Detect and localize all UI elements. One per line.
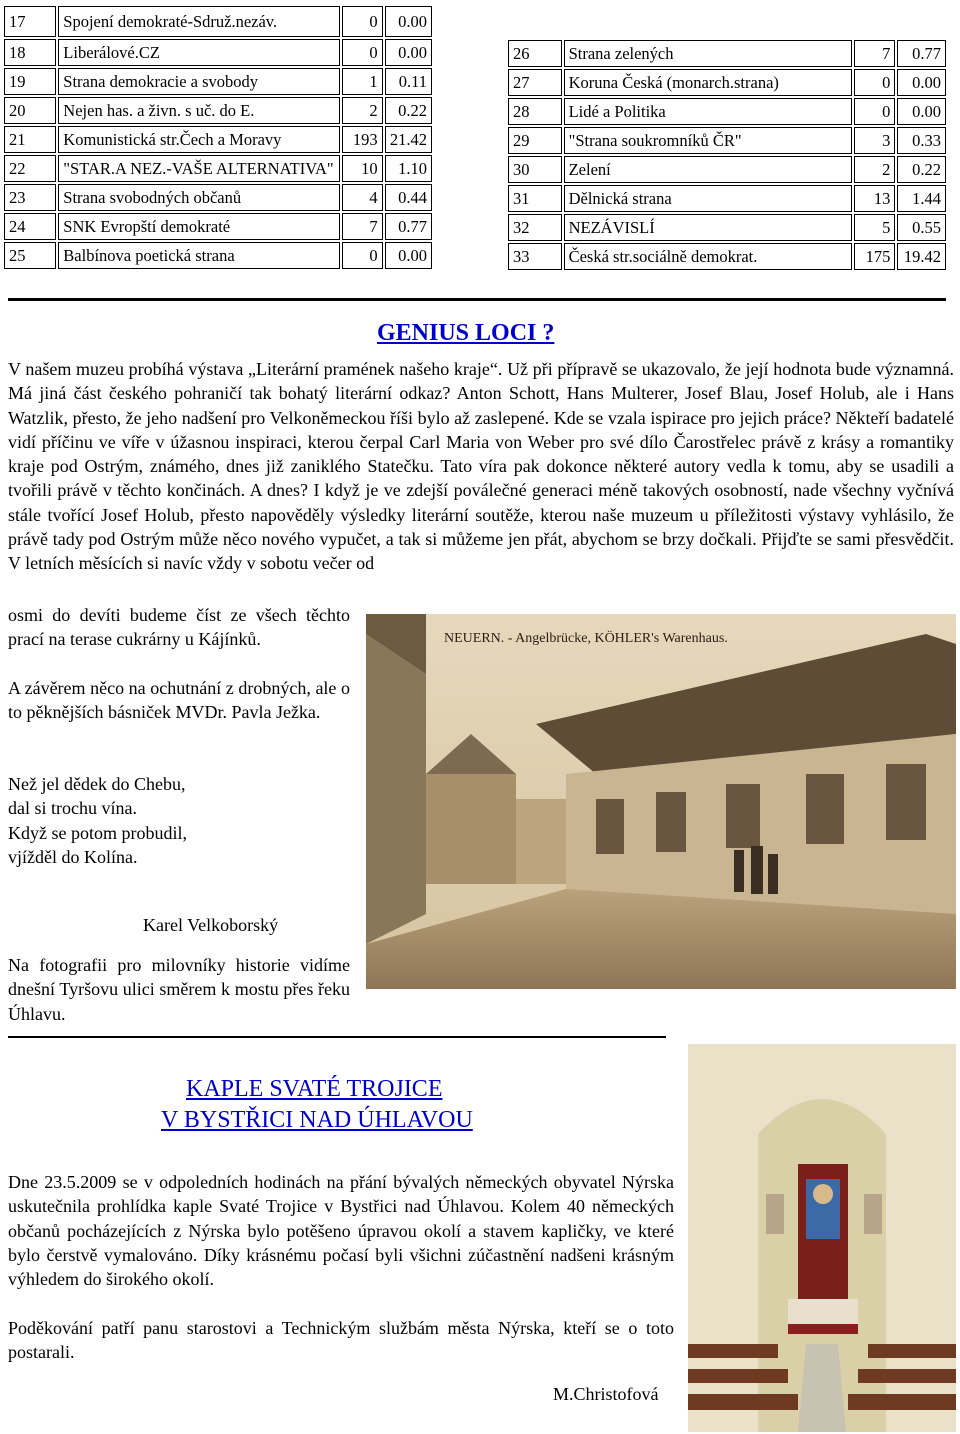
table-row	[508, 243, 946, 270]
chapel-interior-photo	[688, 1044, 956, 1432]
genius-side-text-2: A závěrem něco na ochutnání z drobných, ale o to pěknějších básniček MVDr. Pavla Ježka.	[8, 678, 350, 723]
table-row	[4, 155, 432, 182]
party-name: SNK Evropští demokraté	[58, 213, 340, 240]
row-number: 21	[4, 126, 56, 153]
kaple-author: M.Christofová	[553, 1384, 659, 1404]
table-row	[4, 39, 432, 66]
vote-count: 0	[342, 39, 382, 66]
party-name: Balbínova poetická strana	[58, 242, 340, 269]
table-row	[4, 6, 432, 37]
vote-count: 2	[342, 97, 382, 124]
vote-percent: 1.44	[897, 185, 946, 212]
genius-side-text: osmi do devíti budeme číst ze všech těchto prací na terase cukrárny u Kájínků.	[8, 605, 350, 650]
vote-count: 5	[854, 214, 895, 241]
party-name: Komunistická str.Čech a Moravy	[58, 126, 340, 153]
photo-label: NEUERN. - Angelbrücke, KÖHLER's Warenhaus.	[444, 631, 728, 646]
vote-count: 3	[854, 127, 895, 154]
table-row	[508, 69, 946, 96]
poem	[8, 772, 187, 869]
vote-percent: 0.44	[385, 184, 432, 211]
kaple-paragraph-1: Dne 23.5.2009 se v odpoledních hodinách na přání bývalých německých obyvatel Nýrska uskutečnila prohlídka kaple Svaté Trojice v Bystřici nad Úhlavou. Kolem 40 německých občanů pocházejících z Nýrska bylo potěšeno úpravou okolí a stavem kapličky, ve které bylo čerstvě vymalováno. Díky krásnému počasí byli všichni zúčastnění nadšeni krásným výhledem do širokého okolí.	[8, 1172, 674, 1290]
poem-line: dal si trochu vína.	[8, 798, 137, 819]
vote-percent: 0.00	[385, 242, 432, 269]
party-name: Dělnická strana	[564, 185, 853, 212]
photo-caption: Na fotografii pro milovníky historie vidíme dnešní Tyršovu ulici směrem k mostu přes řeku Úhlavu.	[8, 955, 350, 1024]
table-row	[4, 213, 432, 240]
row-number: 32	[508, 214, 562, 241]
historic-street-photo	[366, 614, 956, 989]
poem-author: Karel Velkoborský	[143, 915, 279, 935]
vote-count: 175	[854, 243, 895, 270]
row-number: 22	[4, 155, 56, 182]
section-divider	[8, 1036, 666, 1038]
vote-count: 1	[342, 68, 382, 95]
vote-percent: 0.00	[385, 6, 432, 37]
party-name: Spojení demokraté-Sdruž.nezáv.	[58, 6, 340, 37]
row-number: 17	[4, 6, 56, 37]
table-row	[4, 126, 432, 153]
vote-percent: 0.77	[897, 40, 946, 67]
row-number: 31	[508, 185, 562, 212]
vote-percent: 0.00	[897, 69, 946, 96]
genius-title: GENIUS LOCI ?	[377, 320, 555, 346]
kaple-paragraph-2: Poděkování patří panu starostovi a Technickým službám města Nýrska, kteří se o toto postarali.	[8, 1318, 674, 1363]
vote-percent: 0.55	[897, 214, 946, 241]
vote-count: 7	[342, 213, 382, 240]
table-row	[4, 242, 432, 269]
vote-percent: 0.11	[385, 68, 432, 95]
row-number: 25	[4, 242, 56, 269]
row-number: 20	[4, 97, 56, 124]
vote-count: 0	[854, 98, 895, 125]
row-number: 18	[4, 39, 56, 66]
party-name: Strana svobodných občanů	[58, 184, 340, 211]
row-number: 30	[508, 156, 562, 183]
vote-percent: 1.10	[385, 155, 432, 182]
table-row	[508, 156, 946, 183]
vote-percent: 0.33	[897, 127, 946, 154]
row-number: 24	[4, 213, 56, 240]
party-name: Strana zelených	[564, 40, 853, 67]
table-row	[508, 127, 946, 154]
vote-count: 0	[342, 242, 382, 269]
kaple-title-line2: V BYSTŘICI NAD ÚHLAVOU	[161, 1107, 473, 1133]
kaple-title-line1: KAPLE SVATÉ TROJICE	[186, 1076, 443, 1102]
party-name: Koruna Česká (monarch.strana)	[564, 69, 853, 96]
vote-percent: 0.22	[385, 97, 432, 124]
table-row	[4, 68, 432, 95]
vote-percent: 21.42	[385, 126, 432, 153]
poem-line: Než jel dědek do Chebu,	[8, 774, 186, 794]
party-name: Lidé a Politika	[564, 98, 853, 125]
vote-percent: 19.42	[897, 243, 946, 270]
party-name: "STAR.A NEZ.-VAŠE ALTERNATIVA"	[58, 155, 340, 182]
row-number: 26	[508, 40, 562, 67]
party-name: Strana demokracie a svobody	[58, 68, 340, 95]
party-name: "Strana soukromníků ČR"	[564, 127, 853, 154]
row-number: 27	[508, 69, 562, 96]
party-name: Liberálové.CZ	[58, 39, 340, 66]
vote-count: 2	[854, 156, 895, 183]
party-name: NEZÁVISLÍ	[564, 214, 853, 241]
vote-count: 193	[342, 126, 382, 153]
table-row	[508, 98, 946, 125]
vote-percent: 0.00	[897, 98, 946, 125]
table-row	[508, 40, 946, 67]
vote-count: 0	[854, 69, 895, 96]
table-row	[508, 185, 946, 212]
table-row	[4, 184, 432, 211]
party-name: Česká str.sociálně demokrat.	[564, 243, 853, 270]
party-name: Nejen has. a živn. s uč. do E.	[58, 97, 340, 124]
row-number: 29	[508, 127, 562, 154]
results-table-left	[2, 4, 434, 271]
poem-line: Když se potom probudil,	[8, 822, 187, 843]
vote-percent: 0.00	[385, 39, 432, 66]
results-table-right	[506, 38, 948, 272]
vote-count: 7	[854, 40, 895, 67]
row-number: 28	[508, 98, 562, 125]
row-number: 23	[4, 184, 56, 211]
vote-count: 10	[342, 155, 382, 182]
poem-line: vjížděl do Kolína.	[8, 846, 138, 867]
vote-count: 0	[342, 6, 382, 37]
vote-count: 13	[854, 185, 895, 212]
table-row	[508, 214, 946, 241]
table-row	[4, 97, 432, 124]
vote-percent: 0.22	[897, 156, 946, 183]
row-number: 19	[4, 68, 56, 95]
party-name: Zelení	[564, 156, 853, 183]
row-number: 33	[508, 243, 562, 270]
section-divider	[8, 298, 946, 301]
genius-intro: V našem muzeu probíhá výstava „Literární pramének našeho kraje“. Už při přípravě se ukazovalo, že její hodnota bude významná. Má jiná část českého pohraničí tak bohatý literární odkaz? Anton Schott, Hans Multerer, Josef Blau, Josef Holub, ale i Hans Watzlik, přesto, že jeho nadšení pro Velkoněmeckou říši bylo až zaslepené. Kde se vzala ispirace pro jejich práce? Někteří badatelé vidí příčinu ve víře v úžasnou inspiraci, kterou čerpal Carl Maria von Weber pro své dílo Čarostřelec právě z krásy a romantiky kraje pod Ostrým, známého, dnes již zaniklého Statečku. Tato víra pak dokonce některé autory vedla k tomu, aby se usadili a tvořili právě v těchto končinách. A dnes? I když je ve zdejší poválečné generaci méně takových osobností, nade všechny vyčnívá stále tvořící Josef Holub, přesto napověděly výsledky literární soutěže, kterou naše muzeum u příležitosti výstavy vyhlásilo, že právě tady pod Ostrým může něco nového vypučet, a tak si můžeme jen přát, abychom se brzy dočkali. Přijďte se sami přesvědčit. V letních měsících si navíc vždy v sobotu večer od	[8, 359, 954, 574]
vote-count: 4	[342, 184, 382, 211]
vote-percent: 0.77	[385, 213, 432, 240]
